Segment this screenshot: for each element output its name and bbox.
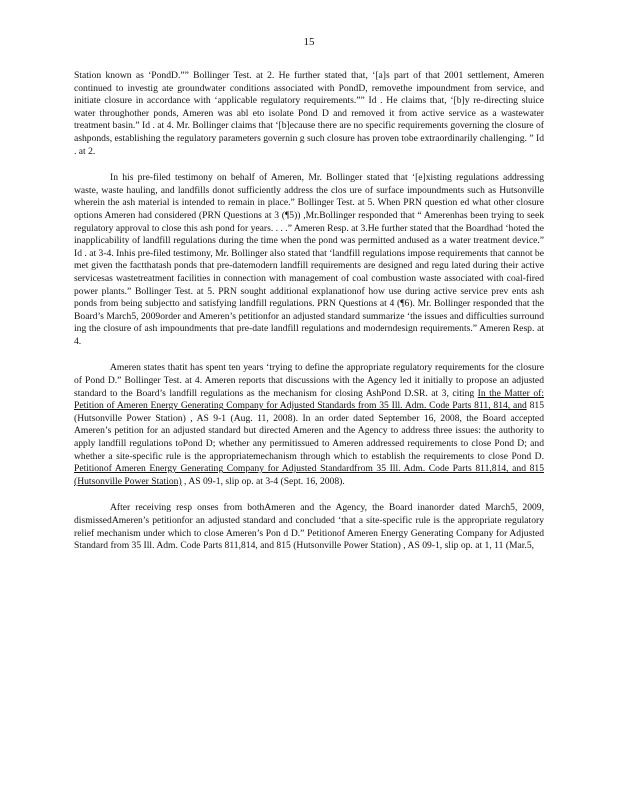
case-citation-1: In the Matter of: Petition of Ameren Energy Generating Company for Adjusted Standards from 35 Ill. Adm. Code Parts 811, 814, and <box>74 387 544 412</box>
paragraph-3-pre: Ameren states thatit has spent ten years ‘trying to define the appropriate regulatory requirements for the closure of Pond D.” Bollinger Test. at 4. Ameren reports that discussions with the Agency led it initially to propose an adjusted standard to the Board’s landfill regulations as the mechanism for closing AshPond D.SR. at 3, citing <box>74 362 544 399</box>
case-citation-2: Petitionof Ameren Energy Generating Company for Adjusted Standardfrom 35 Ill. Adm. Code Parts 811,814, and 815 (Hutsonville Power Station) <box>74 463 544 487</box>
document-body <box>74 70 544 567</box>
paragraph-3-mid: 815 (Hutsonville Power Station) , AS 9-1 (Aug. 11, 2008). In an order dated September 16, 2008, the Board accepted Ameren’s petition for an adjusted standard but directed Ameren and the Agency to address three issues: the authority to apply landfill regulations toPond D; whether any permitissued to Ameren addressed requirements to close Pond D; and whether a site-specific rule is the appropriatemechanism through which to establish the requirements to close Pond D. <box>74 400 544 462</box>
paragraph-1: Station known as ‘PondD.”” Bollinger Test. at 2. He further stated that, ‘[a]s part of that 2001 settlement, Ameren continued to investig ate groundwater conditions associated with PondD, removethe impoundment from service, and initiate closure in accordance with ‘applicable regulatory requirements.”” Id . He claims that, ‘[b]y re-directing sluice water throughother ponds, Ameren was abl eto isolate Pond D and removed it from active service as a wastewater treatment basin.” Id . at 4. Mr. Bollinger claims that ‘[b]ecause there are no specific requirements governing the closure of ashponds, establishing the regulatory parameters governin g such closure has proven tobe extraordinarily challenging. ” Id . at 2. <box>74 70 544 157</box>
paragraph-3 <box>74 362 544 488</box>
paragraph-2: In his pre-filed testimony on behalf of Ameren, Mr. Bollinger stated that ‘[e]xisting regulations addressing waste, waste hauling, and landfills donot sufficiently address the clos ure of surface impoundments such as Hutsonville wherein the ash material is intended to remain in place.” Bollinger Test. at 5. When PRN question ed what other closure options Ameren had considered (PRN Questions at 3 (¶5)) ,Mr.Bollinger responded that “ Amerenhas been trying to seek regulatory approval to close this ash pond for years. . . .” Ameren Resp. at 3.He further stated that the Boardhad ‘hoted the inapplicability of landfill regulations during the time when the pond was permitted andused as a water treatment device.” Id . at 3-4. Inhis pre-filed testimony, Mr. Bollinger also stated that ‘landfill regulations impose requirements that cannot be met given the factthatash ponds that pre-datemodern landfill requirements are designed and regu lated during their active servicesas wastetreatment facilities in connection with management of coal combustion waste associated with coal-fired power plants.” Bollinger Test. at 5. PRN sought additional explanationof how use during active service prev ents ash ponds from being subjectto and satisfying landfill regulations. PRN Questions at 4 (¶6). Mr. Bollinger responded that the Board’s March5, 2009order and Ameren’s petitionfor an adjusted standard summarize ‘the issues and difficulties surround ing the closure of ash impoundments that pre-date landfill regulations and moderndesign requirements.” Ameren Resp. at 4. <box>74 172 544 347</box>
page-number: 15 <box>303 36 315 48</box>
paragraph-3-post: , AS 09-1, slip op. at 3-4 (Sept. 16, 2008). <box>181 475 345 487</box>
paragraph-4: After receiving resp onses from bothAmeren and the Agency, the Board inanorder dated March5, 2009, dismissedAmeren’s petitionfor an adjusted standard and concluded ‘that a site-specific rule is the appropriate regulatory relief mechanism under which to close Ameren’s Pon d D.” Petitionof Ameren Energy Generating Company for Adjusted Standard from 35 Ill. Adm. Code Parts 811,814, and 815 (Hutsonville Power Station) , AS 09-1, slip op. at 1, 11 (Mar.5, <box>74 502 544 552</box>
